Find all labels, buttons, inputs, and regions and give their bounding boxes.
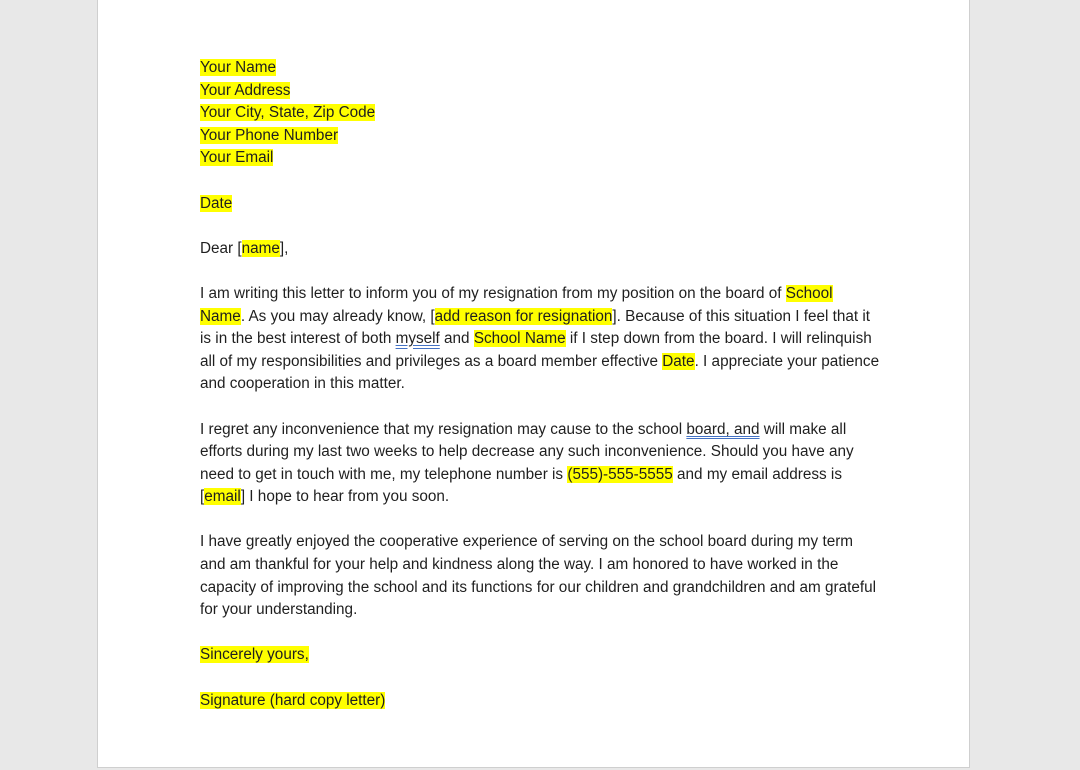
reason-placeholder: add reason for resignation <box>434 307 613 325</box>
sender-block <box>200 57 880 80</box>
email-placeholder: email <box>204 488 241 506</box>
closing: Sincerely yours, <box>200 646 309 664</box>
grammar-flag-board-and[interactable]: board, and <box>686 420 760 438</box>
document-page <box>97 0 970 768</box>
sender-address: Your Address <box>200 81 291 99</box>
sender-email: Your Email <box>200 149 274 167</box>
signature-placeholder: Signature (hard copy letter) <box>200 691 386 709</box>
letter-body[interactable] <box>200 57 880 712</box>
recipient-name-placeholder: name <box>241 239 280 257</box>
sender-phone: Your Phone Number <box>200 126 339 144</box>
grammar-flag-myself[interactable]: myself <box>395 330 440 348</box>
paragraph-2: I regret any inconvenience that my resignation may cause to the school board, and will make all efforts during my last two weeks to help decrease any such inconvenience. Should you have any need to get in touch with me, my telephone number is (555)-555-5555 and my email address is [email] I hope to hear from you soon. <box>200 420 854 506</box>
paragraph-3: I have greatly enjoyed the cooperative experience of serving on the school board during my term and am thankful for your help and kindness along the way. I am honored to have worked in the capacity of improving the school and its functions for our children and grandchildren and am grateful for your understanding. <box>200 533 876 619</box>
effective-date-placeholder: Date <box>662 352 695 370</box>
school-name-placeholder: School Name <box>473 330 566 348</box>
school-name-placeholder: School Name <box>200 284 833 325</box>
sender-name: Your Name <box>200 59 276 76</box>
letter-date: Date <box>200 194 233 212</box>
salutation: Dear [name], <box>200 239 289 257</box>
sender-city-state-zip: Your City, State, Zip Code <box>200 104 376 122</box>
paragraph-1: I am writing this letter to inform you of my resignation from my position on the board of School Name. As you may already know, [add reason for resignation]. Because of this situation I feel that it is in the best interest of both myself and School Name if I step down from the board. I will relinquish all of my responsibilities and privileges as a board member effective Date. I appreciate your patience and cooperation in this matter. <box>200 284 880 393</box>
phone-placeholder: (555)-555-5555 <box>567 465 673 483</box>
